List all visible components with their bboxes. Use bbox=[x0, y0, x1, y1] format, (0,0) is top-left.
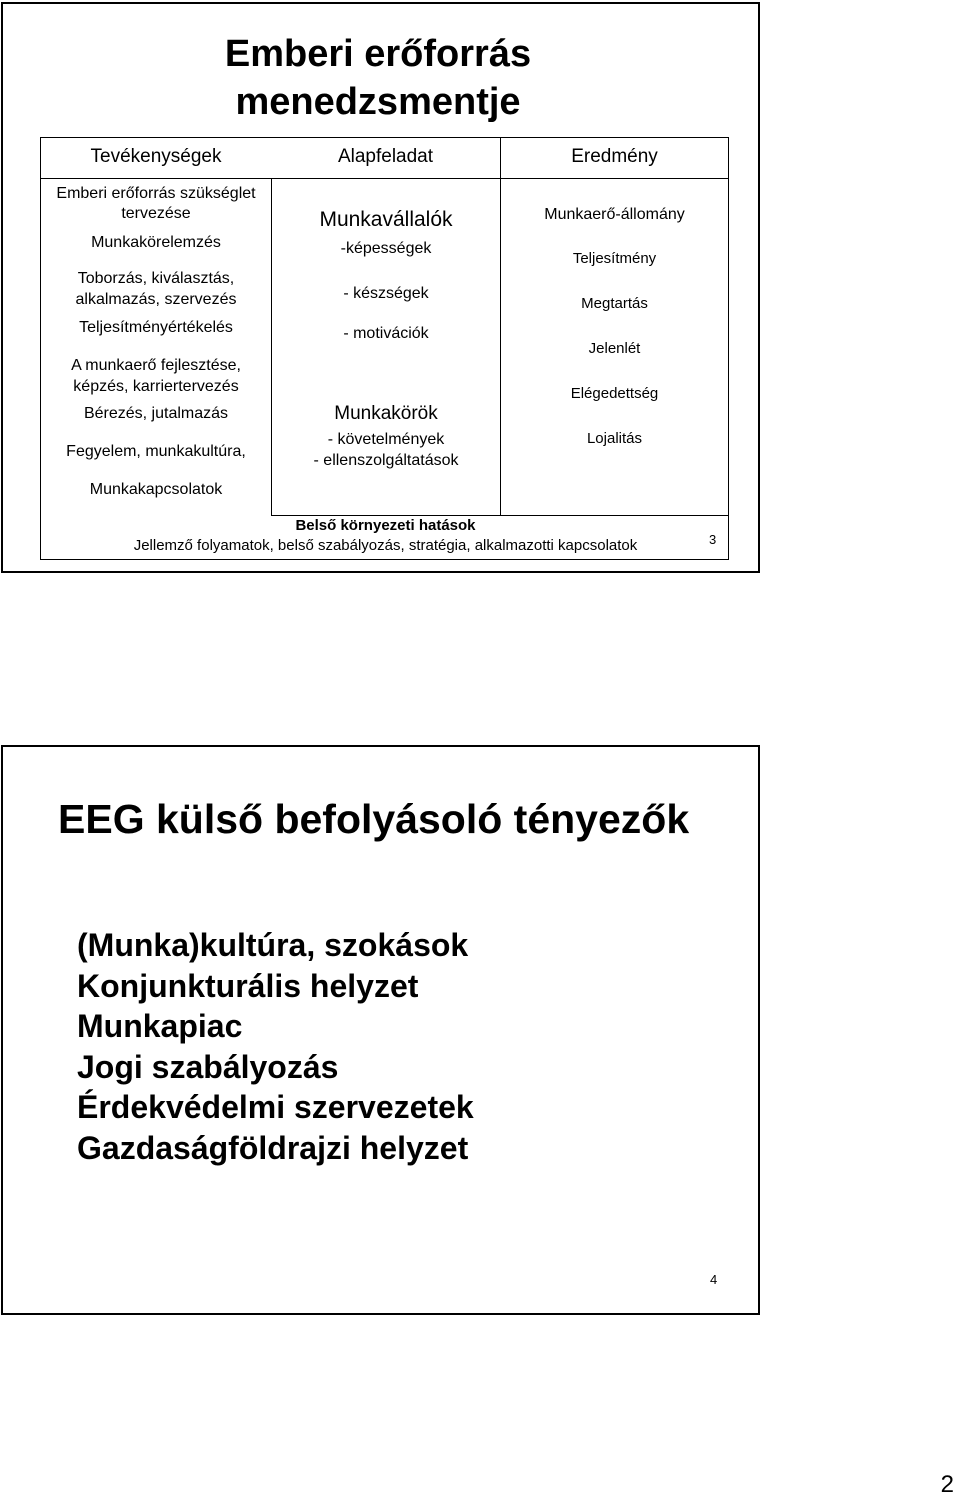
jobs-item: - követelmények bbox=[327, 431, 445, 448]
hr-diagram bbox=[40, 137, 729, 560]
activity-line: Bérezés, jutalmazás bbox=[83, 405, 229, 422]
basic-task-box bbox=[271, 178, 501, 516]
jobs-item: - ellenszolgáltatások bbox=[313, 452, 459, 469]
list-item: Gazdaságföldrajzi helyzet bbox=[77, 1129, 469, 1166]
activity-line: Munkakapcsolatok bbox=[89, 481, 223, 498]
header-basic-task: Alapfeladat bbox=[337, 146, 434, 167]
activity-line: alkalmazás, szervezés bbox=[75, 291, 237, 308]
result-item: Megtartás bbox=[581, 295, 648, 312]
list-item: Érdekvédelmi szervezetek bbox=[77, 1089, 474, 1125]
jobs-title: Munkakörök bbox=[334, 403, 438, 424]
employees-item: - motivációk bbox=[343, 325, 429, 342]
header-divider bbox=[500, 138, 501, 178]
list-item: (Munka)kultúra, szokások bbox=[77, 927, 469, 963]
result-item: Jelenlét bbox=[588, 340, 641, 357]
slide-title bbox=[153, 30, 603, 126]
header-result: Eredmény bbox=[571, 146, 658, 167]
list-item: Munkapiac bbox=[77, 1008, 243, 1044]
activity-line: Teljesítményértékelés bbox=[79, 319, 233, 336]
result-item: Teljesítmény bbox=[572, 250, 657, 267]
factor-list bbox=[77, 925, 474, 1168]
slide-hr-management bbox=[1, 2, 760, 573]
slide-external-factors bbox=[1, 745, 760, 1315]
activity-line: Fegyelem, munkakultúra, bbox=[66, 443, 246, 460]
employees-title: Munkavállalók bbox=[319, 208, 453, 231]
employees-item: - készségek bbox=[343, 285, 429, 302]
activity-line: Munkakörelemzés bbox=[91, 234, 221, 251]
result-box bbox=[500, 178, 729, 516]
document-page-number: 2 bbox=[940, 1471, 954, 1498]
slide-page-number: 4 bbox=[710, 1272, 718, 1287]
slide-title-line2: menedzsmentje bbox=[235, 81, 521, 123]
activity-line: Toborzás, kiválasztás, bbox=[77, 270, 235, 287]
list-item: Konjunkturális helyzet bbox=[77, 967, 419, 1004]
internal-effects-text: Jellemző folyamatok, belső szabályozás, stratégia, alkalmazotti kapcsolatok bbox=[133, 537, 638, 554]
employees-item: -képességek bbox=[340, 240, 432, 257]
activity-line: tervezése bbox=[121, 205, 191, 222]
activity-line: A munkaerő fejlesztése, bbox=[71, 357, 241, 374]
result-item: Lojalitás bbox=[586, 430, 643, 447]
result-item: Elégedettség bbox=[570, 385, 659, 402]
internal-effects-title: Belső környezeti hatások bbox=[295, 517, 476, 534]
result-item: Munkaerő-állomány bbox=[544, 206, 685, 223]
slide-page-number: 3 bbox=[709, 532, 717, 547]
slide-title: EEG külső befolyásoló tényezők bbox=[58, 796, 690, 842]
activity-line: Emberi erőforrás szükséglet bbox=[56, 185, 256, 202]
activity-line: képzés, karriertervezés bbox=[73, 378, 239, 395]
list-item: Jogi szabályozás bbox=[77, 1048, 339, 1085]
header-activities: Tevékenységek bbox=[90, 146, 222, 167]
slide-title-line1: Emberi erőforrás bbox=[224, 33, 532, 75]
